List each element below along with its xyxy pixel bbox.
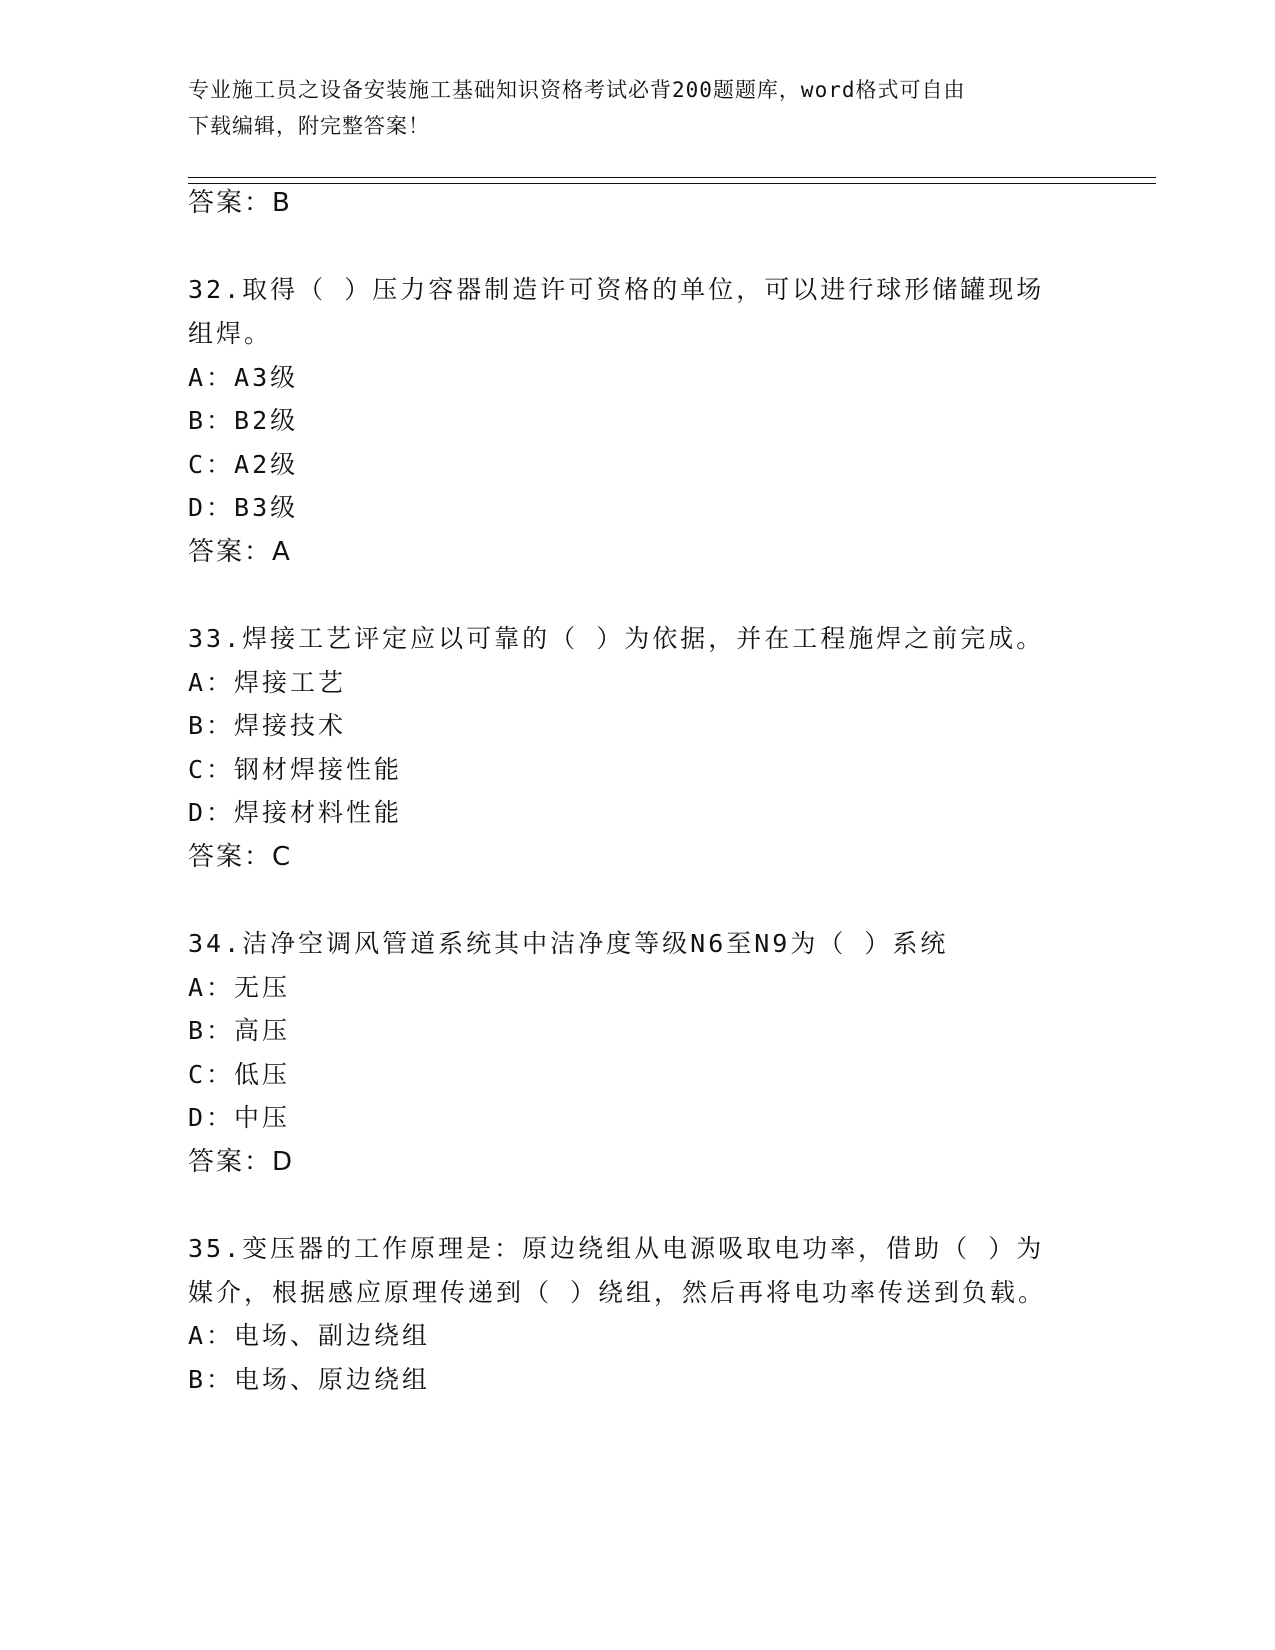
question-35-option-a: A：电场、副边绕组 (188, 1321, 431, 1350)
answer-32: 答案：A (188, 537, 292, 567)
question-33-option-b: B：焊接技术 (188, 711, 347, 740)
question-32-option-d: D：B3级 (188, 493, 299, 522)
question-34-option-a: A：无压 (188, 973, 291, 1002)
question-32-option-b: B：B2级 (188, 406, 299, 435)
question-34-option-d: D：中压 (188, 1103, 291, 1132)
question-35-stem-line-1: 35.变压器的工作原理是：原边绕组从电源吸取电功率，借助（ ）为 (188, 1234, 1045, 1263)
question-32-option-c: C：A2级 (188, 450, 299, 479)
question-33-option-d: D：焊接材料性能 (188, 798, 403, 827)
question-34-option-c: C：低压 (188, 1060, 291, 1089)
header-title-line-2: 下载编辑，附完整答案！ (188, 114, 430, 138)
question-34-option-b: B：高压 (188, 1016, 291, 1045)
header-title-line-1: 专业施工员之设备安装施工基础知识资格考试必背200题题库，word格式可自由 (188, 78, 966, 102)
answer-33: 答案：C (188, 842, 293, 872)
question-32-stem-line-1: 32.取得（ ）压力容器制造许可资格的单位，可以进行球形储罐现场 (188, 275, 1045, 304)
answer-34: 答案：D (188, 1147, 295, 1177)
question-33-option-c: C：钢材焊接性能 (188, 755, 403, 784)
header-divider-bottom (188, 183, 1156, 184)
question-33-stem-line-1: 33.焊接工艺评定应以可靠的（ ）为依据，并在工程施焊之前完成。 (188, 624, 1045, 653)
question-35-option-b: B：电场、原边绕组 (188, 1365, 431, 1394)
question-32-option-a: A：A3级 (188, 363, 299, 392)
question-32-stem-line-2: 组焊。 (188, 319, 273, 348)
answer-31: 答案：B (188, 188, 292, 218)
header-divider-top (188, 177, 1156, 178)
question-35-stem-line-2: 媒介，根据感应原理传递到（ ）绕组，然后再将电功率传送到负载。 (188, 1278, 1047, 1307)
document-header (188, 72, 1068, 144)
question-33-option-a: A：焊接工艺 (188, 668, 347, 697)
question-34-stem-line-1: 34.洁净空调风管道系统其中洁净度等级N6至N9为（ ）系统 (188, 929, 949, 958)
